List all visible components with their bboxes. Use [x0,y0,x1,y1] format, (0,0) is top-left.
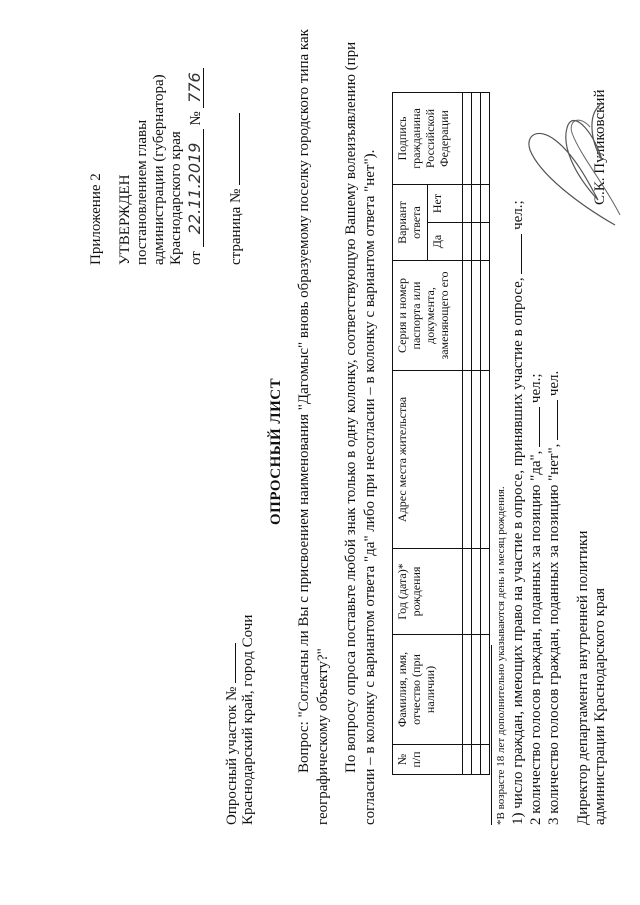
table-cell[interactable] [463,93,472,185]
table-cell[interactable] [472,635,481,745]
table-header-row [393,93,428,775]
approval-line-1: постановлением главы [134,119,150,265]
table-cell[interactable] [481,549,490,635]
approval-date-line [186,68,205,265]
col-signature: Подпись гражданина Российской Федерации [393,93,463,185]
table-cell[interactable] [481,261,490,371]
table-cell[interactable] [481,93,490,185]
col-passport: Серия и номер паспорта или документа, заменяющего его [393,261,463,371]
table-cell[interactable] [481,745,490,775]
table-row [481,93,490,775]
signatory-position-line-2: администрации Краснодарского края [592,587,608,825]
approval-number: 776 [186,68,204,108]
table-cell[interactable] [472,745,481,775]
approval-date: 22.11.2019 [186,129,204,247]
col-yes: Да [428,223,463,261]
totals-line-1 [508,200,527,825]
totals-line-2 [526,373,545,825]
totals-line-3-blank [544,400,558,440]
precinct-line [222,643,241,825]
precinct-number-blank [222,643,236,683]
handwritten-signature [520,95,630,245]
question-line-2: географическому объекту?" [315,648,331,825]
totals-line-1-unit: чел.; [510,200,526,230]
appendix-label: Приложение 2 [88,173,104,265]
table-cell[interactable] [472,185,481,223]
precinct-location: Краснодарский край, город Сочи [240,614,256,825]
totals-line-3-text: 3 количество голосов граждан, поданных за позицию "нет", [546,443,562,825]
col-birth-year: Год (дата)* рождения [393,549,463,635]
table-row [463,93,472,775]
totals-line-3 [544,371,563,825]
question-line-1: Вопрос: "Согласны ли Вы с присвоением наименования "Дагомыс" вновь образуемому поселку городского типа как [296,29,312,773]
page-number-line [226,113,245,265]
date-prefix: от [188,251,204,265]
page-label: страница № [228,188,244,265]
table-cell[interactable] [463,223,472,261]
footnote-separator [491,645,492,825]
signatory-name: С.К. Пуликовский [592,89,608,205]
table-cell[interactable] [463,745,472,775]
precinct-label: Опросный участок № [224,686,240,825]
table-row [472,93,481,775]
page-number-blank [226,113,240,185]
col-no: Нет [428,185,463,223]
table-cell[interactable] [463,261,472,371]
table-cell[interactable] [472,93,481,185]
table-cell[interactable] [481,185,490,223]
survey-table [392,92,490,775]
table-cell[interactable] [472,261,481,371]
totals-line-1-text: 1) число граждан, имеющих право на участие в опросе, принявших участие в опросе, [510,277,526,825]
approval-line-2: администрации (губернатора) [151,74,167,265]
approval-line-3: Краснодарского края [168,131,184,265]
table-cell[interactable] [472,371,481,549]
instructions-line-2: согласии – в колонку с вариантом ответа "да" либо при несогласии – в колонку с вариантом ответа "нет"). [362,149,378,825]
col-answer-option: Вариант ответа [393,185,428,261]
totals-line-2-unit: чел.; [528,373,544,404]
number-prefix: № [188,111,204,126]
table-cell[interactable] [463,635,472,745]
signatory-position-line-1: Директор департамента внутренней политики [575,530,591,825]
table-cell[interactable] [472,223,481,261]
totals-line-2-blank [526,407,540,447]
table-cell[interactable] [463,549,472,635]
table-cell[interactable] [481,223,490,261]
table-cell[interactable] [481,371,490,549]
col-full-name: Фамилия, имя, отчество (при наличии) [393,635,463,745]
totals-line-2-text: 2 количество голосов граждан, поданных за позицию "да", [528,450,544,825]
table-cell[interactable] [481,635,490,745]
col-number: № п/п [393,745,463,775]
table-cell[interactable] [463,185,472,223]
col-address: Адрес места жительства [393,371,463,549]
table-cell[interactable] [463,371,472,549]
document-title: ОПРОСНЫЙ ЛИСТ [268,377,284,525]
totals-line-3-unit: чел. [546,370,562,397]
approved-label: УТВЕРЖДЕН [117,174,133,265]
table-cell[interactable] [472,549,481,635]
instructions-line-1: По вопросу опроса поставьте любой знак только в одну колонку, соответствующую Вашему волеизъявлению (при [343,41,359,773]
footnote: *В возрасте 18 лет дополнительно указываются день и месяц рождения. [495,486,507,825]
